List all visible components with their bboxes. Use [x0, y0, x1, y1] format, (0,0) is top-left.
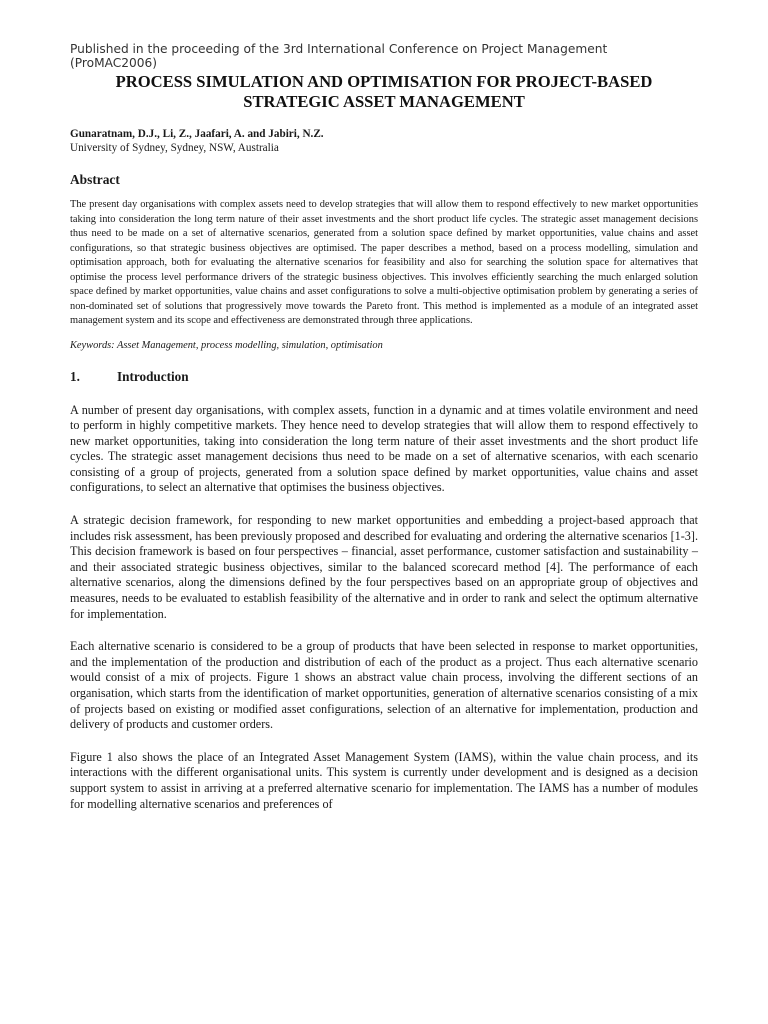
intro-paragraph-2: A strategic decision framework, for responding to new market opportunities and embedding a project-based approach that includes risk assessment, has been previously proposed and described for evaluating and ordering the alternative scenarios [1-3]. This decision framework is based on four perspectives – financial, asset performance, customer satisfaction and sustainability – and their associated strategic business objectives, similar to the balanced scorecard method [4]. The performance of each alternative scenarios, along the dimensions defined by the four perspectives based on an appropriate group of objectives and measures, needs to be evaluated to establish feasibility of the alternative and in order to rank and select the optimum alternative for implementation.	[70, 513, 698, 621]
section-title: Introduction	[117, 368, 189, 384]
author-affiliation: University of Sydney, Sydney, NSW, Australia	[70, 142, 279, 154]
abstract-text: The present day organisations with complex assets need to develop strategies that will allow them to respond effectively to new market opportunities taking into consideration the long term nature of their asset investments and the short product life cycles. The strategic asset management decisions thus need to be made on a set of alternative scenarios, generated from a solution space defined by market opportunities, value chains and asset configurations, so that strategic business objectives are optimised. The paper describes a method, based on a process modelling, simulation and optimisation approach, both for evaluating the alternative scenarios for feasibility and also for searching the solution space for alternatives that optimise the process level performance drivers of the strategic business objectives. This involves efficiently searching the much enlarged solution space defined by market opportunities, value chains and asset configurations to solve a multi-objective optimisation problem by generating a series of non-dominated set of solutions that progressively move towards the Pareto front. This method is implemented as a module of an integrated asset management system and its scope and effectiveness are demonstrated through three applications.	[70, 199, 698, 326]
abstract-heading: Abstract	[70, 172, 120, 187]
intro-paragraph-1: A number of present day organisations, with complex assets, function in a dynamic and at times volatile environment and need to perform in highly competitive markets. They hence need to develop strategies that will allow them to respond effectively to new market opportunities, taking into consideration the long term nature of their asset investments and the short product life cycles. The strategic asset management decisions thus need to be made on a set of alternative scenarios, with each scenario consisting of a group of projects, generated from a solution space defined by market opportunities, value chains and asset configurations, to select an alternative that optimises the business objectives.	[70, 402, 698, 495]
section-heading-introduction	[70, 369, 698, 385]
author-list: Gunaratnam, D.J., Li, Z., Jaafari, A. and Jabiri, N.Z.	[70, 128, 324, 140]
paper-title: PROCESS SIMULATION AND OPTIMISATION FOR PROJECT-BASED STRATEGIC ASSET MANAGEMENT	[115, 72, 653, 111]
keywords-line: Keywords: Asset Management, process modelling, simulation, optimisation	[70, 339, 383, 351]
intro-paragraph-4: Figure 1 also shows the place of an Integrated Asset Management System (IAMS), within the value chain process, and its interactions with the different organisational units. This system is currently under development and is designed as a decision support system to assist in arriving at a preferred alternative scenario for implementation. The IAMS has a number of modules for modelling alternative scenarios and preferences of	[70, 749, 698, 811]
section-number: 1.	[70, 368, 80, 384]
publication-note: Published in the proceeding of the 3rd International Conference on Project Management (ProMAC2006)	[70, 42, 608, 70]
paper-page	[70, 42, 698, 812]
intro-paragraph-3: Each alternative scenario is considered to be a group of products that have been selected in response to market opportunities, and the implementation of the production and distribution of each of the product as a project. Thus each alternative scenario would consist of a mix of projects. Figure 1 shows an abstract value chain process, involving the different sections of an organisation, which starts from the identification of market opportunities, generation of alternative scenarios consisting of a mix of projects based on existing or modified asset configurations, selection of an alternative for implementation, production and delivery of products and customer orders.	[70, 639, 698, 732]
